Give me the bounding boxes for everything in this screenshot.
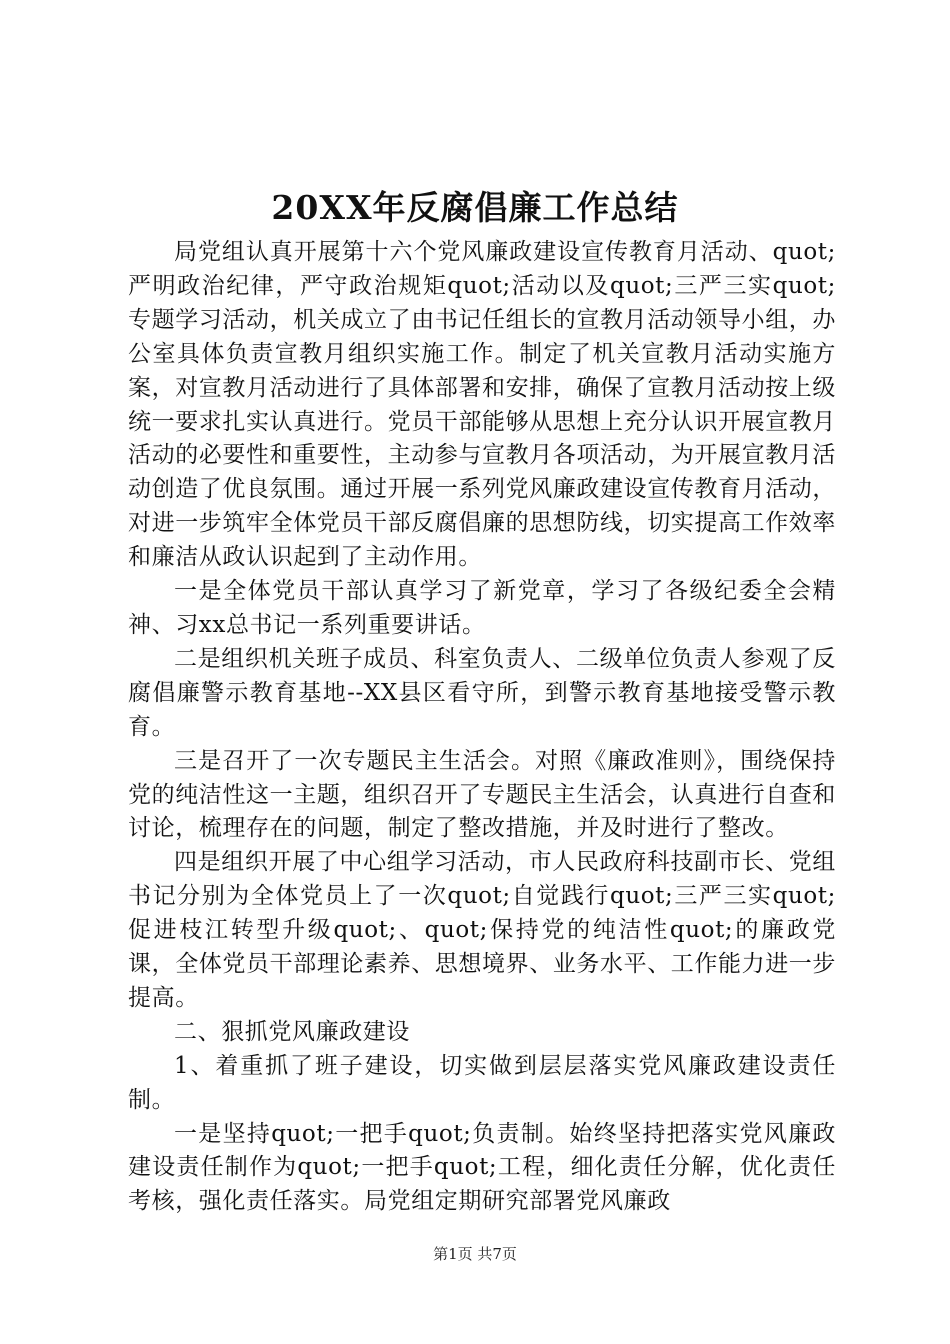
paragraph-item-4: 四是组织开展了中心组学习活动，市人民政府科技副市长、党组书记分别为全体党员上了一次quot;自觉践行quot;三严三实quot;促进枝江转型升级quot;、quot;保持党的纯洁性quot;的廉政党课，全体党员干部理论素养、思想境界、业务水平、工作能力进一步提高。 xyxy=(128,849,836,1011)
paragraph-item-2: 二是组织机关班子成员、科室负责人、二级单位负责人参观了反腐倡廉警示教育基地--XX县区看守所，到警示教育基地接受警示教育。 xyxy=(128,645,836,740)
page-footer: 第1页 共7页 xyxy=(433,1245,517,1263)
paragraph-item-1: 一是全体党员干部认真学习了新党章，学习了各级纪委全会精神、习xx总书记一系列重要讲话。 xyxy=(128,578,836,638)
section-heading: 二、狠抓党风廉政建设 xyxy=(174,1018,410,1045)
paragraph-item-3: 三是召开了一次专题民主生活会。对照《廉政准则》，围绕保持党的纯洁性这一主题，组织召开了专题民主生活会，认真进行自查和讨论，梳理存在的问题，制定了整改措施，并及时进行了整改。 xyxy=(128,747,836,842)
paragraph-item-5: 一是坚持quot;一把手quot;负责制。始终坚持把落实党风廉政建设责任制作为quot;一把手quot;工程，细化责任分解，优化责任考核，强化责任落实。局党组定期研究部署党风廉政 xyxy=(128,1120,836,1215)
subsection-heading: 1、着重抓了班子建设，切实做到层层落实党风廉政建设责任制。 xyxy=(128,1052,836,1113)
paragraph-intro: 局党组认真开展第十六个党风廉政建设宣传教育月活动、quot;严明政治纪律，严守政治规矩quot;活动以及quot;三严三实quot;专题学习活动，机关成立了由书记任组长的宣教月活动领导小组，办公室具体负责宣教月组织实施工作。制定了机关宣教月活动实施方案，对宣教月活动进行了具体部署和安排，确保了宣教月活动按上级统一要求扎实认真进行。党员干部能够从思想上充分认识开展宣教月活动的必要性和重要性，主动参与宣教月各项活动，为开展宣教月活动创造了优良氛围。通过开展一系列党风廉政建设宣传教育月活动，对进一步筑牢全体党员干部反腐倡廉的思想防线，切实提高工作效率和廉洁从政认识起到了主动作用。 xyxy=(128,239,836,571)
document-title: 20XX年反腐倡廉工作总结 xyxy=(271,188,679,227)
document-body xyxy=(128,236,836,1219)
